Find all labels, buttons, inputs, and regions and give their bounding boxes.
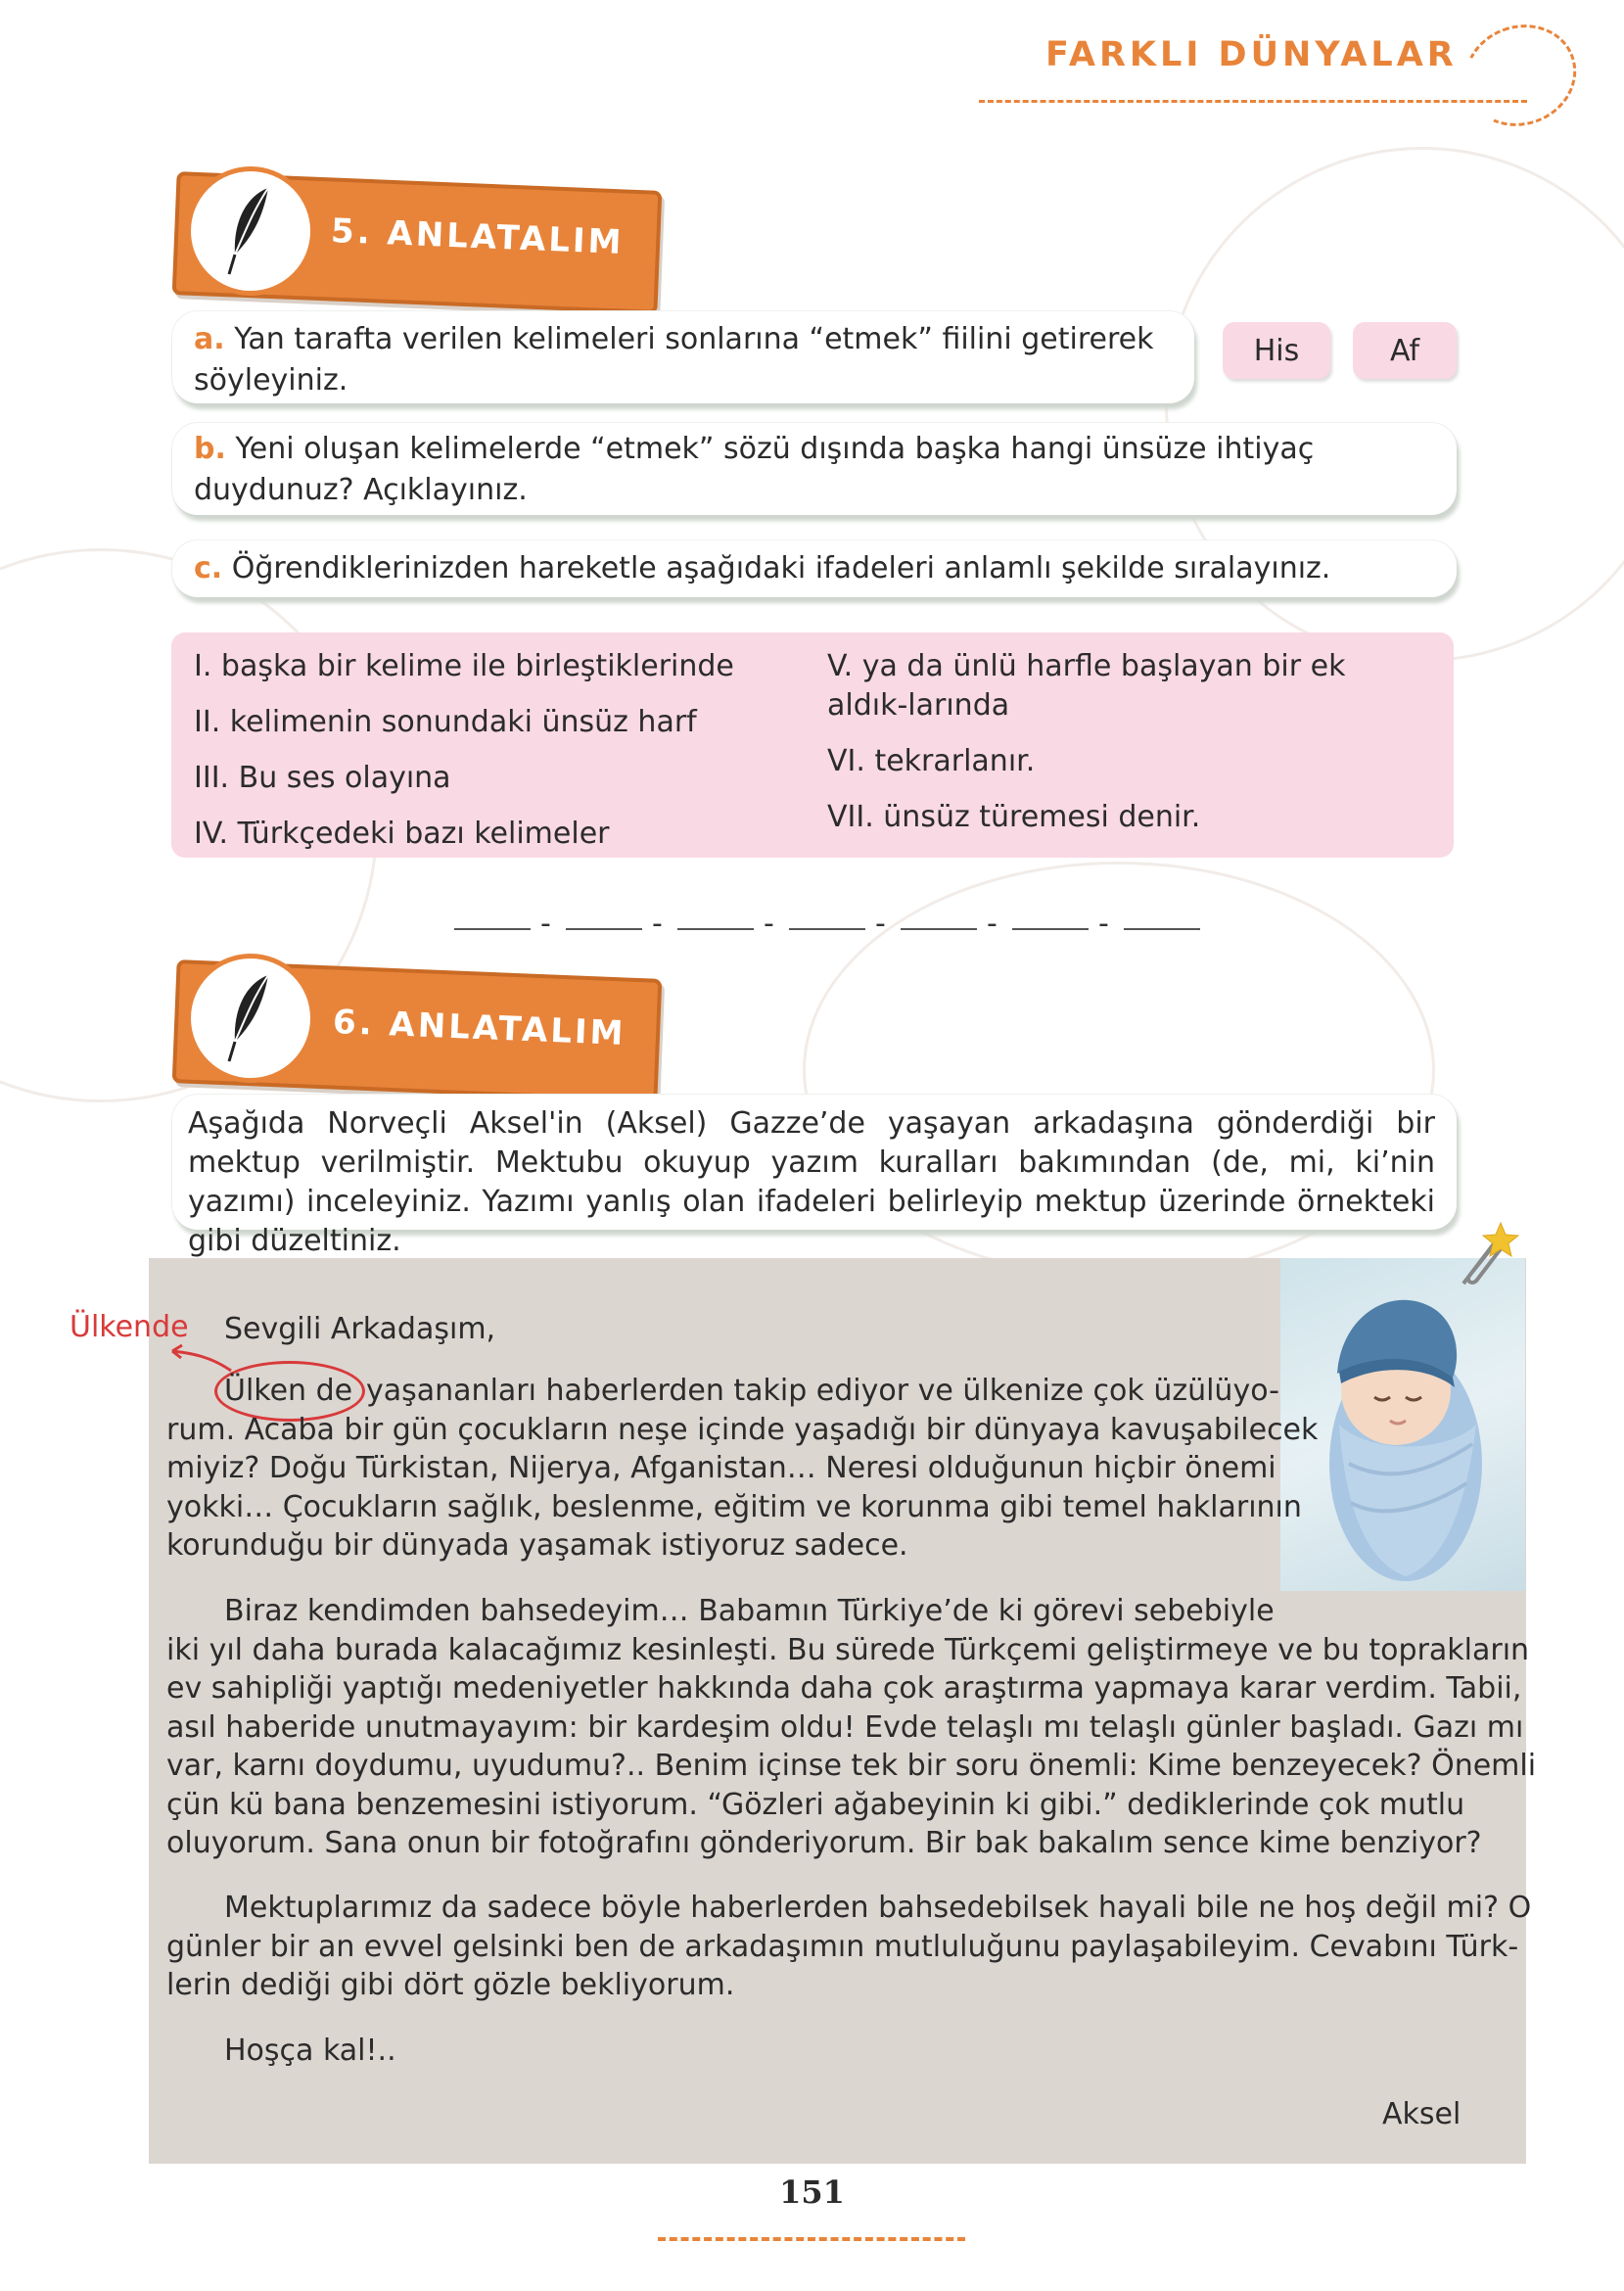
letter-line: çün kü bana benzemesini istiyorum. “Gözleri ağabeyinin ki gibi.” dediklerinde çok mutlu xyxy=(166,1788,1465,1822)
chapter-title: FARKLI DÜNYALAR xyxy=(1045,35,1458,74)
header-dashed-line xyxy=(979,100,1527,103)
question-b-text: Yeni oluşan kelimelerde “etmek” sözü dışında başka hangi ünsüze ihtiyaç duydunuz? Açıklayınız. xyxy=(194,432,1315,507)
question-b-letter: b. xyxy=(194,432,226,466)
correction-text: Ülkende xyxy=(70,1310,189,1344)
statement-7: VII. ünsüz türemesi denir. xyxy=(827,800,1201,834)
paperclip-star-icon xyxy=(1444,1219,1522,1297)
question-b xyxy=(172,423,1457,515)
footer-dashed-line xyxy=(658,2237,965,2241)
blank-separator: - xyxy=(875,907,886,941)
question-c-letter: c. xyxy=(194,551,223,585)
letter-line: miyiz? Doğu Türkistan, Nijerya, Afganistan… Neresi olduğunun hiçbir önemi xyxy=(166,1451,1276,1485)
letter-line: yokki… Çocukların sağlık, beslenme, eğitim ve korunma gibi temel haklarının xyxy=(166,1490,1302,1524)
question-c-text: Öğrendiklerinizden hareketle aşağıdaki ifadeleri anlamlı şekilde sıralayınız. xyxy=(231,551,1331,585)
blank-separator: - xyxy=(540,907,551,941)
answer-blank[interactable] xyxy=(1012,928,1089,930)
letter-line: iki yıl daha burada kalacağımız kesinleşti. Bu sürede Türkçemi geliştirmeye ve bu toprakların xyxy=(166,1633,1530,1667)
section6-instruction-text: Aşağıda Norveçli Aksel'in (Aksel) Gazze’de yaşayan arkadaşına gönderdiği bir mektup verilmiştir. Mektubu okuyup yazım kuralları bakımından (de, mi, ki’nin yazımı) inceleyiniz. Yazımı yanlış olan ifadeleri belirleyip mektup üzerinde örnekteki gibi düzeltiniz. xyxy=(188,1106,1435,1258)
letter-line: günler bir an evvel gelsinki ben de arkadaşımın mutluluğunu paylaşabileyim. Cevabını Türk- xyxy=(166,1930,1519,1964)
question-a-text: Yan tarafta verilen kelimeleri sonlarına “etmek” fiilini getirerek söyleyiniz. xyxy=(194,322,1154,397)
feather-icon xyxy=(186,166,315,296)
question-a xyxy=(172,311,1194,403)
letter-line: rum. Acaba bir gün çocukların neşe içinde yaşadığı bir dünyaya kavuşabilecek xyxy=(166,1413,1319,1447)
section5-title: 5. ANLATALIM xyxy=(330,211,626,262)
statement-4: IV. Türkçedeki bazı kelimeler xyxy=(194,817,610,851)
statement-3: III. Bu ses olayına xyxy=(194,761,451,795)
letter-line: Biraz kendimden bahsedeyim… Babamın Türkiye’de ki görevi sebebiyle xyxy=(224,1594,1275,1628)
letter-closing: Hoşça kal!.. xyxy=(224,2034,396,2068)
question-a-letter: a. xyxy=(194,322,225,356)
statement-2: II. kelimenin sonundaki ünsüz harf xyxy=(194,705,697,739)
answer-blank[interactable] xyxy=(454,928,531,930)
letter-circled-word: Ülken de xyxy=(224,1374,353,1408)
question-c xyxy=(172,540,1457,597)
blank-separator: - xyxy=(764,907,774,941)
answer-blank[interactable] xyxy=(901,928,977,930)
feather-icon xyxy=(186,954,315,1083)
letter-line: var, karnı doydumu, uyudumu?.. Benim içinse tek bir soru önemli: Kime benzeyecek? Önemli xyxy=(166,1749,1537,1783)
blank-separator: - xyxy=(1098,907,1109,941)
letter-line: asıl haberide unutmayayım: bir kardeşim oldu! Evde telaşlı mı telaşlı günler başladı. Gazı mı xyxy=(166,1710,1524,1745)
statement-6: VI. tekrarlanır. xyxy=(827,744,1036,778)
answer-blank[interactable] xyxy=(789,928,865,930)
statement-1: I. başka bir kelime ile birleştiklerinde xyxy=(194,649,734,683)
word-af: Af xyxy=(1353,322,1457,379)
letter-line: lerin dediği gibi dört gözle bekliyorum. xyxy=(166,1968,735,2002)
letter-line: oluyorum. Sana onun bir fotoğrafını gönderiyorum. Bir bak bakalım sence kime benziyor? xyxy=(166,1826,1482,1860)
letter-line: korunduğu bir dünyada yaşamak istiyoruz sadece. xyxy=(166,1528,908,1563)
answer-blank[interactable] xyxy=(1124,928,1200,930)
letter-line: ev sahipliği yaptığı medeniyetler hakkında daha çok araştırma yapmaya karar verdim. Tabii, xyxy=(166,1671,1522,1706)
answer-blank[interactable] xyxy=(566,928,642,930)
letter-greeting: Sevgili Arkadaşım, xyxy=(224,1312,496,1346)
section6-title: 6. ANLATALIM xyxy=(332,1003,627,1053)
section6-instruction xyxy=(172,1095,1457,1258)
word-his: His xyxy=(1223,322,1330,379)
blank-separator: - xyxy=(987,907,998,941)
blank-separator: - xyxy=(652,907,663,941)
letter-line: Mektuplarımız da sadece böyle haberlerden bahsedebilsek hayali bile ne hoş değil mi? O xyxy=(224,1891,1532,1925)
header-loop-decoration xyxy=(1450,9,1591,142)
page-number: 151 xyxy=(779,2174,845,2211)
letter-signature: Aksel xyxy=(1382,2097,1462,2131)
answer-blank[interactable] xyxy=(677,928,754,930)
letter-line: yaşananları haberlerden takip ediyor ve ülkenize çok üzülüyo- xyxy=(366,1374,1279,1408)
statement-5: V. ya da ünlü harfle başlayan bir ek aldık-larında xyxy=(827,649,1346,723)
